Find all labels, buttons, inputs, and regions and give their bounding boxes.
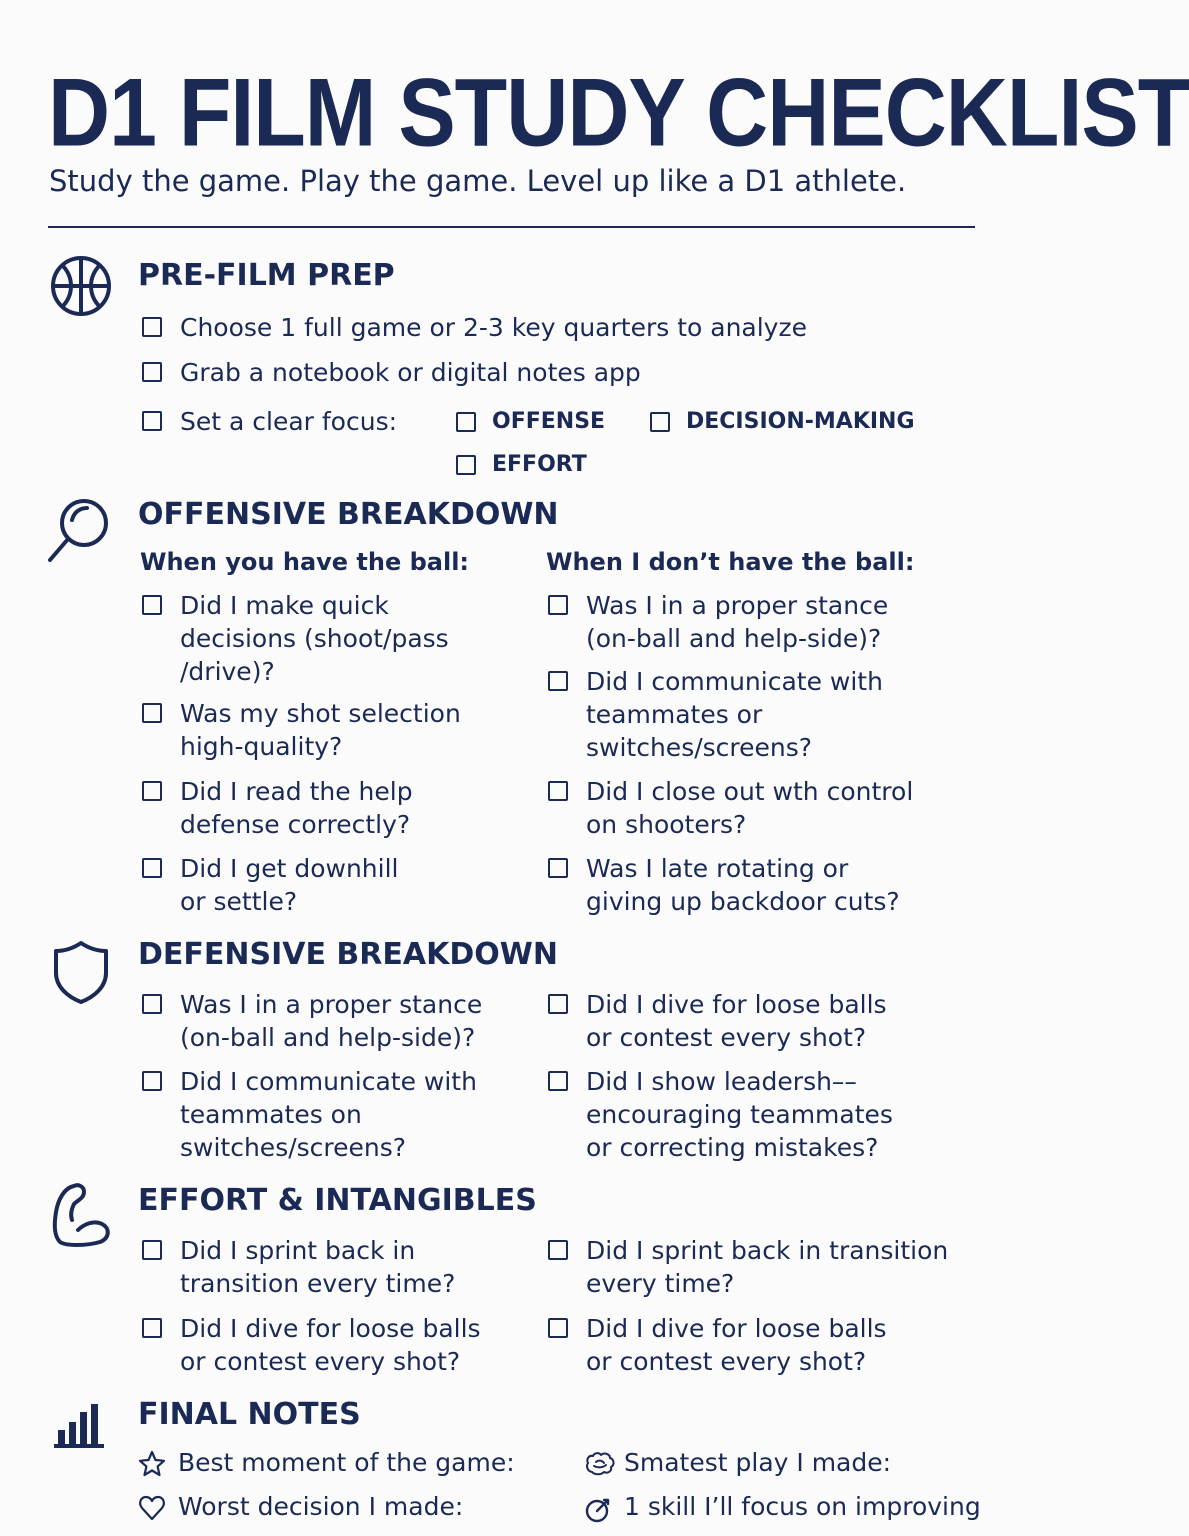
checkbox[interactable] [548, 994, 568, 1014]
checkbox[interactable] [142, 411, 162, 431]
checklist-item[interactable]: Did I close out wth control on shooters? [548, 775, 913, 841]
checklist-item[interactable]: Set a clear focus: [142, 405, 397, 438]
checklist-item[interactable]: Did I dive for loose balls or contest every shot? [142, 1312, 481, 1378]
bar-chart-icon [52, 1400, 108, 1450]
magnifier-icon [44, 496, 112, 566]
checkbox[interactable] [456, 455, 476, 475]
checkbox[interactable] [142, 362, 162, 382]
star-icon [138, 1450, 166, 1478]
shield-icon [52, 939, 110, 1005]
checkbox[interactable] [142, 781, 162, 801]
checkbox[interactable] [548, 1071, 568, 1091]
checkbox[interactable] [142, 1240, 162, 1260]
checklist-item[interactable]: Grab a notebook or digital notes app [142, 356, 641, 389]
checklist-item[interactable]: Did I sprint back in transition every time? [548, 1234, 948, 1300]
basketball-icon [50, 255, 112, 317]
flexed-arm-icon [50, 1180, 114, 1248]
checklist-item[interactable]: Was I late rotating or giving up backdoor cuts? [548, 852, 900, 918]
checkbox[interactable] [142, 595, 162, 615]
checklist-item[interactable]: Did I communicate with teammates or switches/screens? [548, 665, 883, 764]
checkbox[interactable] [456, 412, 476, 432]
note-best-moment: Best moment of the game: [138, 1448, 515, 1477]
page-title: D1 FILM STUDY CHECKLIST [48, 59, 1189, 167]
section-title-defensive: DEFENSIVE BREAKDOWN [138, 937, 558, 972]
checkbox[interactable] [548, 781, 568, 801]
focus-option-effort[interactable]: EFFORT [456, 452, 587, 477]
heart-icon [138, 1494, 166, 1522]
checkbox[interactable] [142, 994, 162, 1014]
checklist-item[interactable]: Did I make quick decisions (shoot/pass /drive)? [142, 589, 449, 688]
checklist-item[interactable]: Did I dive for loose balls or contest every shot? [548, 988, 887, 1054]
checklist-item[interactable]: Did I read the help defense correctly? [142, 775, 413, 841]
checklist-item[interactable]: Did I sprint back in transition every time? [142, 1234, 455, 1300]
checkbox[interactable] [548, 1318, 568, 1338]
checklist-item[interactable]: Was my shot selection high-quality? [142, 697, 461, 763]
checkbox[interactable] [142, 858, 162, 878]
checkbox[interactable] [548, 595, 568, 615]
section-title-final-notes: FINAL NOTES [138, 1397, 361, 1432]
note-worst-decision: Worst decision I made: [138, 1492, 463, 1521]
checkbox[interactable] [548, 671, 568, 691]
checkbox[interactable] [142, 1071, 162, 1091]
checklist-item[interactable]: Did I dive for loose balls or contest every shot? [548, 1312, 887, 1378]
checklist-item[interactable]: Did I show leadersh–– encouraging teammates or correcting mistakes? [548, 1065, 893, 1164]
checkbox[interactable] [142, 1318, 162, 1338]
column-heading-without-ball: When I don’t have the ball: [546, 548, 915, 576]
checkbox[interactable] [142, 703, 162, 723]
brain-icon [584, 1450, 616, 1478]
focus-option-decision-making[interactable]: DECISION-MAKING [650, 409, 915, 434]
checklist-item[interactable]: Did I communicate with teammates on switches/screens? [142, 1065, 477, 1164]
target-icon [584, 1494, 614, 1524]
checklist-item[interactable]: Was I in a proper stance (on-ball and help-side)? [142, 988, 482, 1054]
column-heading-with-ball: When you have the ball: [140, 548, 470, 576]
checkbox[interactable] [650, 412, 670, 432]
header-divider [48, 226, 975, 228]
checkbox[interactable] [548, 1240, 568, 1260]
checkbox[interactable] [142, 317, 162, 337]
section-title-pre-film: PRE-FILM PREP [138, 258, 395, 293]
checkbox[interactable] [548, 858, 568, 878]
checklist-item[interactable]: Was I in a proper stance (on-ball and help-side)? [548, 589, 888, 655]
focus-option-offense[interactable]: OFFENSE [456, 409, 605, 434]
note-smartest-play: Smatest play I made: [584, 1448, 891, 1477]
section-title-effort: EFFORT & INTANGIBLES [138, 1183, 537, 1218]
checklist-item[interactable]: Did I get downhill or settle? [142, 852, 398, 918]
checklist-item[interactable]: Choose 1 full game or 2-3 key quarters to analyze [142, 311, 807, 344]
page-subtitle: Study the game. Play the game. Level up like a D1 athlete. [49, 164, 907, 198]
section-title-offensive: OFFENSIVE BREAKDOWN [138, 497, 559, 532]
note-skill-focus: 1 skill I’ll focus on improving [584, 1492, 981, 1521]
